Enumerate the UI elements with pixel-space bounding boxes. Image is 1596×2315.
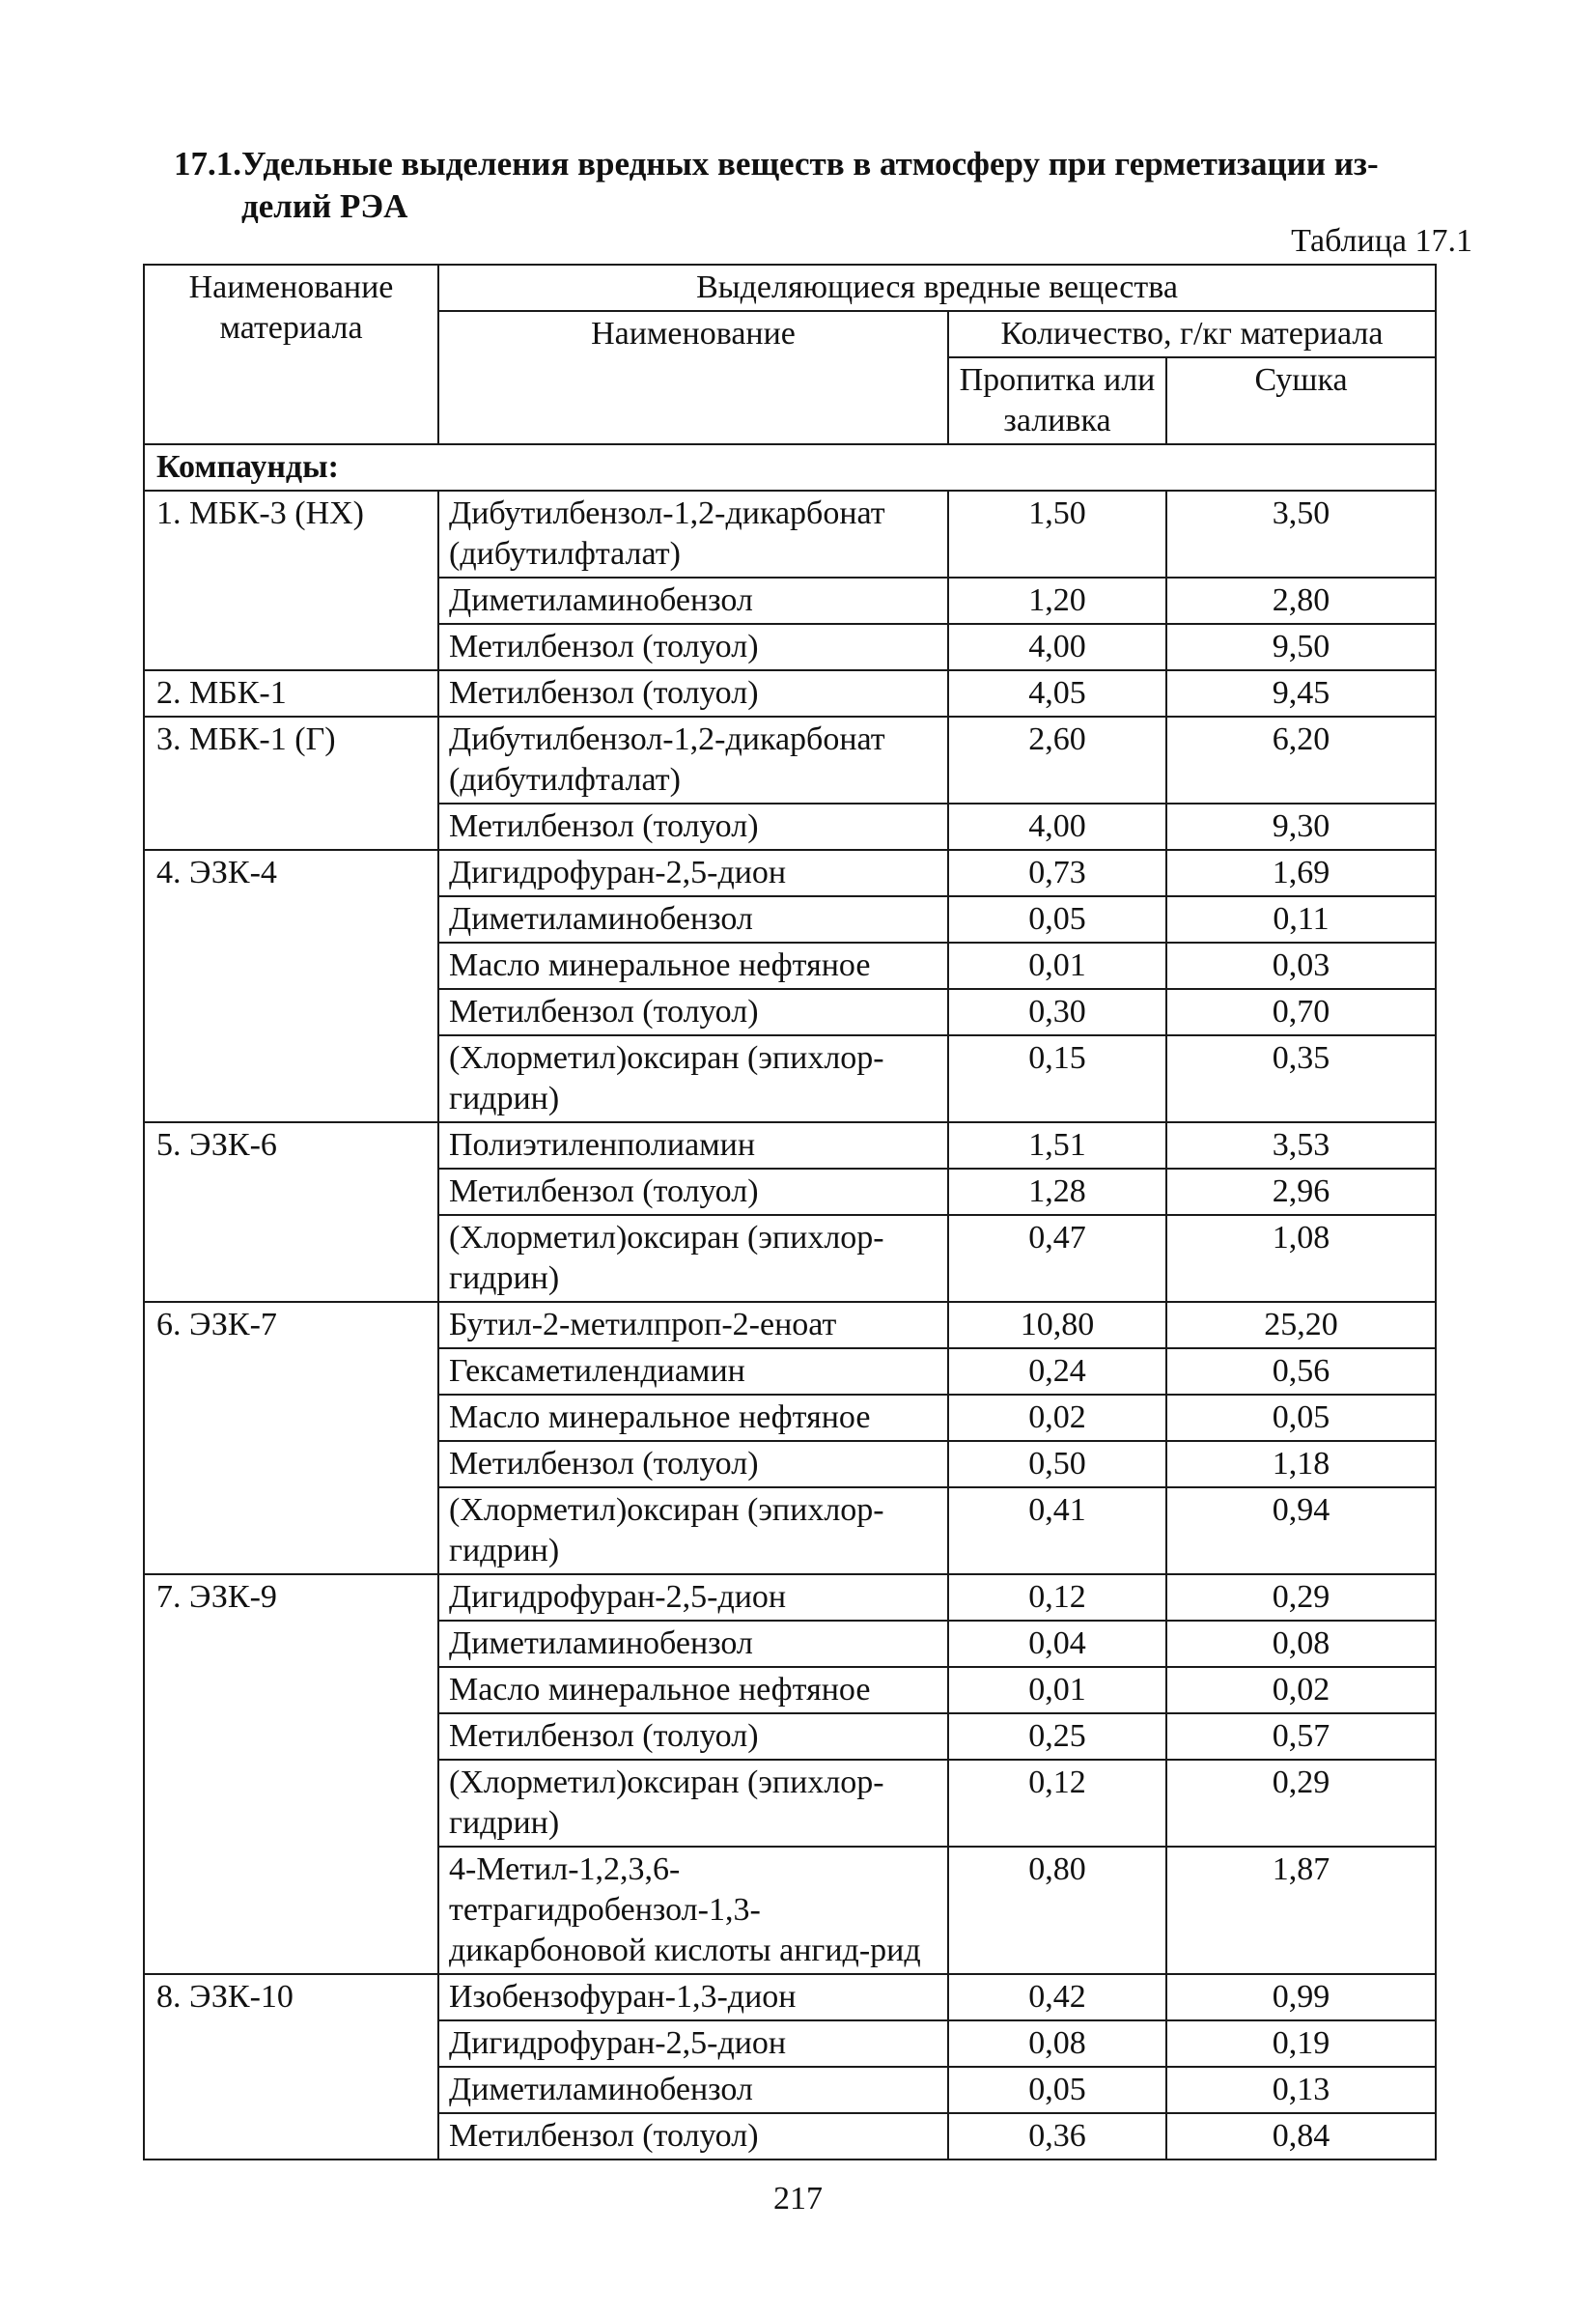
impregnation-value: 2,60	[948, 717, 1166, 804]
impregnation-value: 4,00	[948, 804, 1166, 850]
group-row	[144, 444, 1436, 491]
material-name: 5. ЭЗК-6	[144, 1122, 438, 1302]
drying-value: 2,96	[1166, 1169, 1436, 1215]
substance-name: Метилбензол (толуол)	[438, 989, 948, 1035]
emissions-table	[143, 264, 1437, 2160]
drying-value: 0,08	[1166, 1621, 1436, 1667]
substance-name: Метилбензол (толуол)	[438, 804, 948, 850]
header-substance-name: Наименование	[438, 311, 948, 444]
drying-value: 0,57	[1166, 1713, 1436, 1760]
drying-value: 0,70	[1166, 989, 1436, 1035]
table-row	[144, 1574, 1436, 1621]
substance-name: Метилбензол (толуол)	[438, 624, 948, 670]
impregnation-value: 0,80	[948, 1847, 1166, 1974]
material-name: 8. ЭЗК-10	[144, 1974, 438, 2160]
table-row	[144, 1122, 1436, 1169]
impregnation-value: 0,15	[948, 1035, 1166, 1122]
impregnation-value: 1,28	[948, 1169, 1166, 1215]
group-label: Компаунды:	[144, 444, 1436, 491]
substance-name: Диметиламинобензол	[438, 2067, 948, 2113]
material-name: 4. ЭЗК-4	[144, 850, 438, 1122]
drying-value: 1,69	[1166, 850, 1436, 896]
impregnation-value: 0,73	[948, 850, 1166, 896]
drying-value: 25,20	[1166, 1302, 1436, 1348]
impregnation-value: 1,20	[948, 578, 1166, 624]
substance-name: Дибутилбензол-1,2-дикарбонат (дибутилфталат)	[438, 491, 948, 578]
substance-name: (Хлорметил)оксиран (эпихлор-гидрин)	[438, 1035, 948, 1122]
substance-name: 4-Метил-1,2,3,6-тетрагидробензол-1,3-дикарбоновой кислоты ангид-рид	[438, 1847, 948, 1974]
substance-name: (Хлорметил)оксиран (эпихлор-гидрин)	[438, 1760, 948, 1847]
drying-value: 0,56	[1166, 1348, 1436, 1395]
drying-value: 0,29	[1166, 1760, 1436, 1847]
drying-value: 0,02	[1166, 1667, 1436, 1713]
table-row	[144, 717, 1436, 804]
drying-value: 0,35	[1166, 1035, 1436, 1122]
impregnation-value: 0,25	[948, 1713, 1166, 1760]
substance-name: Диметиламинобензол	[438, 896, 948, 943]
impregnation-value: 0,04	[948, 1621, 1166, 1667]
drying-value: 1,87	[1166, 1847, 1436, 1974]
drying-value: 6,20	[1166, 717, 1436, 804]
substance-name: Бутил-2-метилпроп-2-еноат	[438, 1302, 948, 1348]
substance-name: Метилбензол (толуол)	[438, 1169, 948, 1215]
impregnation-value: 0,47	[948, 1215, 1166, 1302]
drying-value: 0,84	[1166, 2113, 1436, 2160]
material-name: 6. ЭЗК-7	[144, 1302, 438, 1574]
drying-value: 0,05	[1166, 1395, 1436, 1441]
material-name: 7. ЭЗК-9	[144, 1574, 438, 1974]
substance-name: Изобензофуран-1,3-дион	[438, 1974, 948, 2020]
impregnation-value: 0,36	[948, 2113, 1166, 2160]
header-quantity: Количество, г/кг материала	[948, 311, 1436, 357]
table-body	[144, 444, 1436, 2160]
section-title-line1: Удельные выделения вредных веществ в атмосферу при герметизации из-	[241, 145, 1379, 183]
section-title-line2: делий РЭА	[241, 187, 408, 225]
impregnation-value: 0,02	[948, 1395, 1166, 1441]
drying-value: 1,08	[1166, 1215, 1436, 1302]
table-header	[144, 265, 1436, 444]
substance-name: Метилбензол (толуол)	[438, 1441, 948, 1487]
impregnation-value: 0,08	[948, 2020, 1166, 2067]
impregnation-value: 0,12	[948, 1574, 1166, 1621]
substance-name: Дигидрофуран-2,5-дион	[438, 1574, 948, 1621]
header-released-substances: Выделяющиеся вредные вещества	[438, 265, 1436, 311]
drying-value: 3,53	[1166, 1122, 1436, 1169]
drying-value: 0,29	[1166, 1574, 1436, 1621]
drying-value: 9,45	[1166, 670, 1436, 717]
substance-name: Дигидрофуран-2,5-дион	[438, 2020, 948, 2067]
substance-name: Дигидрофуран-2,5-дион	[438, 850, 948, 896]
substance-name: Масло минеральное нефтяное	[438, 1395, 948, 1441]
impregnation-value: 0,01	[948, 1667, 1166, 1713]
substance-name: Метилбензол (толуол)	[438, 670, 948, 717]
header-material: Наименование материала	[144, 265, 438, 444]
drying-value: 0,13	[1166, 2067, 1436, 2113]
section-number: 17.1.	[174, 145, 241, 183]
substance-name: Дибутилбензол-1,2-дикарбонат (дибутилфталат)	[438, 717, 948, 804]
substance-name: Масло минеральное нефтяное	[438, 1667, 948, 1713]
substance-name: Гексаметилендиамин	[438, 1348, 948, 1395]
table-row	[144, 1302, 1436, 1348]
substance-name: Метилбензол (толуол)	[438, 1713, 948, 1760]
impregnation-value: 0,42	[948, 1974, 1166, 2020]
impregnation-value: 0,50	[948, 1441, 1166, 1487]
page-number: 217	[773, 2181, 823, 2216]
drying-value: 0,94	[1166, 1487, 1436, 1574]
impregnation-value: 1,50	[948, 491, 1166, 578]
drying-value: 9,50	[1166, 624, 1436, 670]
impregnation-value: 4,00	[948, 624, 1166, 670]
substance-name: Диметиламинобензол	[438, 1621, 948, 1667]
impregnation-value: 1,51	[948, 1122, 1166, 1169]
drying-value: 0,11	[1166, 896, 1436, 943]
impregnation-value: 0,01	[948, 943, 1166, 989]
substance-name: Диметиламинобензол	[438, 578, 948, 624]
table-row	[144, 1974, 1436, 2020]
substance-name: Полиэтиленполиамин	[438, 1122, 948, 1169]
impregnation-value: 0,41	[948, 1487, 1166, 1574]
impregnation-value: 0,30	[948, 989, 1166, 1035]
drying-value: 2,80	[1166, 578, 1436, 624]
material-name: 2. МБК-1	[144, 670, 438, 717]
substance-name: (Хлорметил)оксиран (эпихлор-гидрин)	[438, 1215, 948, 1302]
substance-name: (Хлорметил)оксиран (эпихлор-гидрин)	[438, 1487, 948, 1574]
table-row	[144, 850, 1436, 896]
material-name: 1. МБК-3 (НХ)	[144, 491, 438, 670]
impregnation-value: 4,05	[948, 670, 1166, 717]
section-title	[174, 143, 1468, 228]
header-drying: Сушка	[1166, 357, 1436, 444]
table-row	[144, 491, 1436, 578]
drying-value: 0,03	[1166, 943, 1436, 989]
impregnation-value: 0,05	[948, 896, 1166, 943]
drying-value: 1,18	[1166, 1441, 1436, 1487]
impregnation-value: 0,12	[948, 1760, 1166, 1847]
impregnation-value: 0,24	[948, 1348, 1166, 1395]
impregnation-value: 10,80	[948, 1302, 1166, 1348]
drying-value: 3,50	[1166, 491, 1436, 578]
substance-name: Метилбензол (толуол)	[438, 2113, 948, 2160]
substance-name: Масло минеральное нефтяное	[438, 943, 948, 989]
drying-value: 0,99	[1166, 1974, 1436, 2020]
drying-value: 9,30	[1166, 804, 1436, 850]
impregnation-value: 0,05	[948, 2067, 1166, 2113]
header-impregnation: Пропитка или заливка	[948, 357, 1166, 444]
material-name: 3. МБК-1 (Г)	[144, 717, 438, 850]
drying-value: 0,19	[1166, 2020, 1436, 2067]
table-caption: Таблица 17.1	[1291, 223, 1472, 259]
table-row	[144, 670, 1436, 717]
